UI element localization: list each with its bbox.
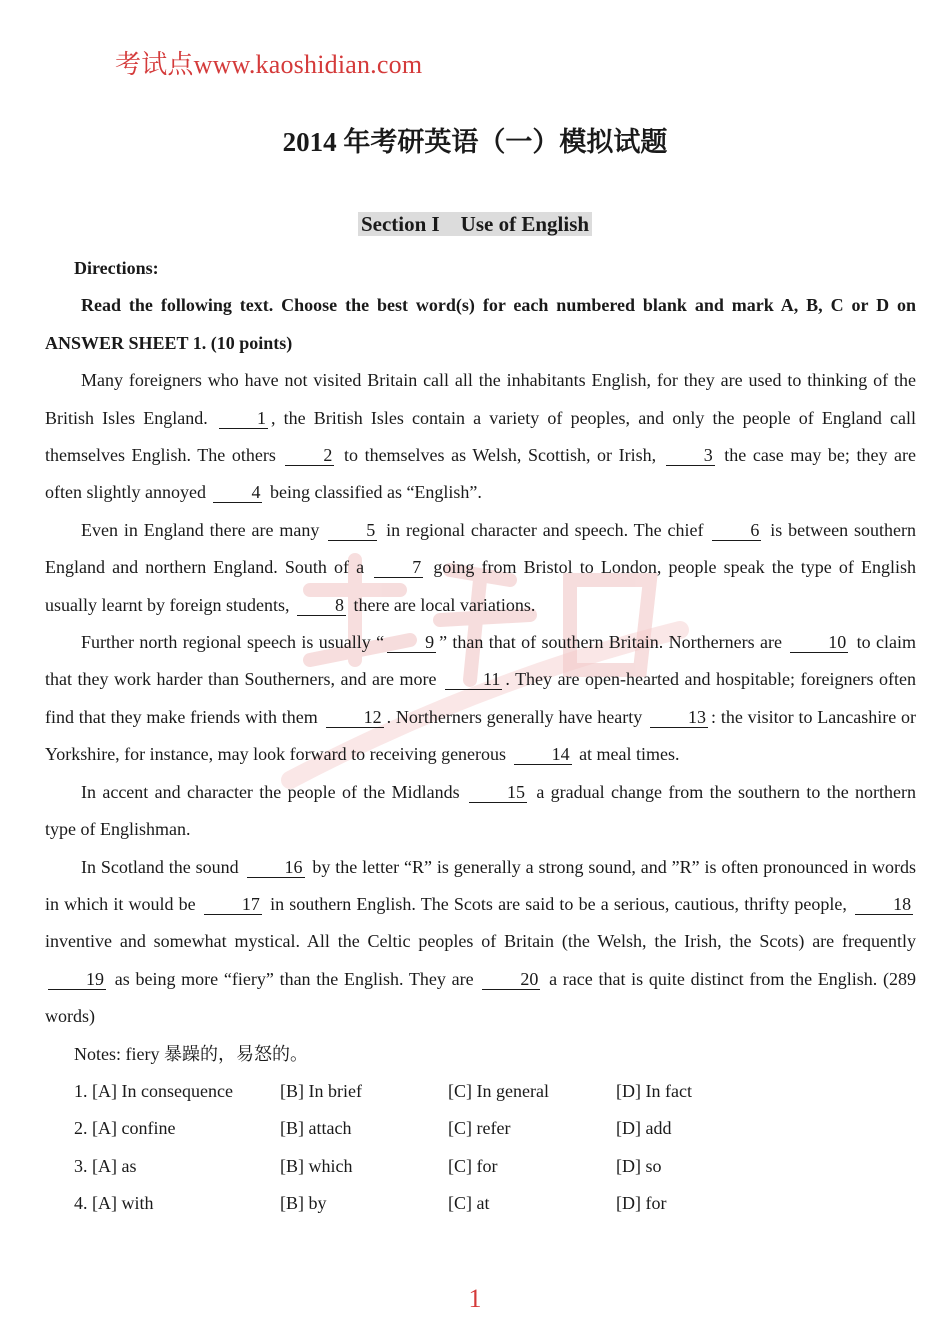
option-row — [45, 1185, 916, 1222]
section-heading — [0, 208, 950, 238]
blank-18[interactable]: 18 — [855, 894, 913, 915]
blank-17[interactable]: 17 — [204, 894, 262, 915]
blank-6[interactable]: 6 — [712, 520, 761, 541]
blank-2[interactable]: 2 — [285, 445, 334, 466]
blank-19[interactable]: 19 — [48, 969, 106, 990]
options-list — [45, 1073, 916, 1223]
blank-7[interactable]: 7 — [374, 557, 423, 578]
option-d[interactable]: [D] In fact — [616, 1080, 692, 1101]
blank-3[interactable]: 3 — [666, 445, 715, 466]
option-d[interactable]: [D] add — [616, 1118, 672, 1139]
question-content — [45, 250, 916, 1223]
blank-8[interactable]: 8 — [297, 595, 346, 616]
directions-label: Directions: — [74, 258, 159, 278]
blank-15[interactable]: 15 — [469, 782, 527, 803]
passage-paragraph-2: Even in England there are many 5 in regional character and speech. The chief 6 is between southern England and northern England. South of a 7 going from Bristol to London, people speak the type of English usually learnt by foreign students, 8 there are local variations. — [45, 519, 917, 615]
option-a[interactable]: 4. [A] with — [74, 1193, 154, 1214]
blank-11[interactable]: 11 — [445, 669, 502, 690]
option-row — [45, 1073, 916, 1110]
passage-paragraph-3: Further north regional speech is usually “ 9 ” than that of southern Britain. Northerners are 10 to claim that they work harder than Southerners, and are more 11 . They are open-hearted and hospitable; foreigners often find that they make friends with them 12 . Northerners generally have hearty 13 : the visitor to Lancashire or Yorkshire, for instance, may look forward to receiving generous 14 at meal times. — [45, 632, 917, 765]
directions-text: Read the following text. Choose the best word(s) for each numbered blank and mark A, B, C or D on ANSWER SHEET 1. (10 points) — [45, 295, 916, 353]
section-heading-text: Section I Use of English — [358, 212, 592, 236]
passage-paragraph-1: Many foreigners who have not visited Britain call all the inhabitants English, for they are used to thinking of the British Isles England. 1 , the British Isles contain a variety of peoples, and only the people of England call themselves English. The others 2 to themselves as Welsh, Scottish, or Irish, 3 the case may be; they are often slightly annoyed 4 being classified as “English”. — [45, 370, 917, 503]
option-b[interactable]: [B] which — [280, 1155, 353, 1176]
blank-12[interactable]: 12 — [326, 707, 384, 728]
option-d[interactable]: [D] so — [616, 1155, 662, 1176]
option-c[interactable]: [C] for — [448, 1155, 498, 1176]
blank-4[interactable]: 4 — [213, 482, 262, 503]
passage-paragraph-5: In Scotland the sound 16 by the letter “R” is generally a strong sound, and ”R” is often pronounced in words in which it would be 17 in southern English. The Scots are said to be a serious, cautious, thrifty people, 18 inventive and somewhat mystical. All the Celtic peoples of Britain (the Welsh, the Irish, the Scots) are frequently 19 as being more “fiery” than the English. They are 20 a race that is quite distinct from the English. (289 words) — [45, 856, 917, 1027]
passage-paragraph-4: In accent and character the people of the Midlands 15 a gradual change from the southern to the northern type of Englishman. — [45, 781, 917, 840]
option-row — [45, 1148, 916, 1185]
option-a[interactable]: 2. [A] confine — [74, 1118, 176, 1139]
blank-9[interactable]: 9 — [387, 632, 436, 653]
option-a[interactable]: 1. [A] In consequence — [74, 1080, 233, 1101]
option-c[interactable]: [C] at — [448, 1193, 490, 1214]
page-number: 1 — [468, 1284, 482, 1313]
option-c[interactable]: [C] refer — [448, 1118, 511, 1139]
option-b[interactable]: [B] by — [280, 1193, 327, 1214]
option-a[interactable]: 3. [A] as — [74, 1155, 137, 1176]
option-row — [45, 1110, 916, 1147]
option-c[interactable]: [C] In general — [448, 1080, 549, 1101]
blank-20[interactable]: 20 — [482, 969, 540, 990]
option-d[interactable]: [D] for — [616, 1193, 667, 1214]
blank-5[interactable]: 5 — [328, 520, 377, 541]
page-title: 2014 年考研英语（一）模拟试题 — [282, 127, 668, 157]
blank-14[interactable]: 14 — [514, 744, 572, 765]
brand-header: 考试点www.kaoshidian.com — [115, 50, 423, 79]
option-b[interactable]: [B] attach — [280, 1118, 352, 1139]
blank-10[interactable]: 10 — [790, 632, 848, 653]
option-b[interactable]: [B] In brief — [280, 1080, 362, 1101]
blank-16[interactable]: 16 — [247, 857, 305, 878]
blank-1[interactable]: 1 — [219, 408, 268, 429]
blank-13[interactable]: 13 — [650, 707, 708, 728]
notes: Notes: fiery 暴躁的，易怒的。 — [74, 1043, 308, 1064]
